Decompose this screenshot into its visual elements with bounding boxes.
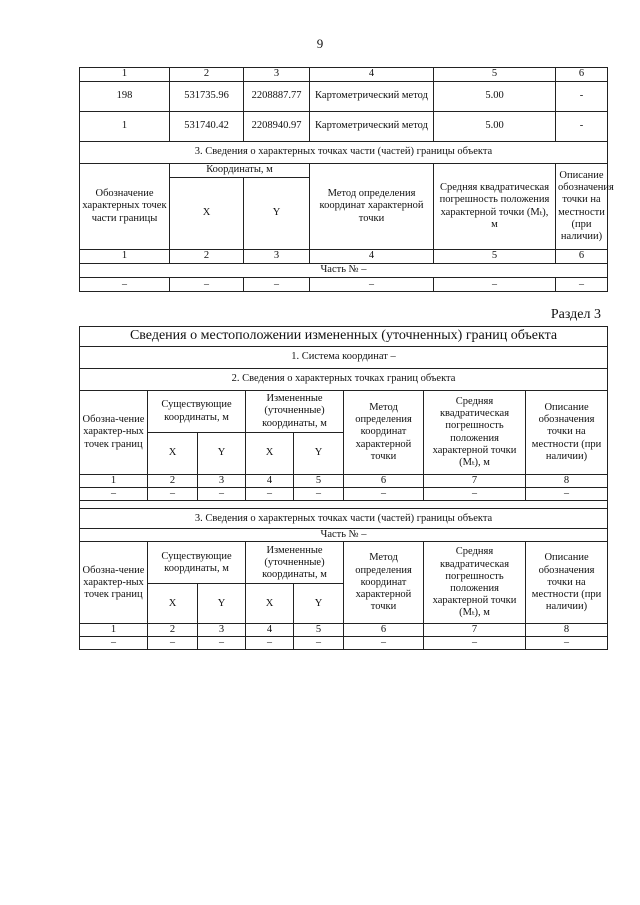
coord-system-row — [80, 347, 608, 369]
dash-cell: – — [526, 488, 608, 501]
header-row — [80, 164, 608, 178]
header-row — [80, 391, 608, 433]
coord-x: 531740.42 — [170, 112, 244, 142]
number-row — [80, 624, 608, 637]
col-designation: Обозначение характерных точек части границы — [80, 164, 170, 250]
section3-title: 3. Сведения о характерных точках части (частей) границы объекта — [80, 509, 608, 529]
method: Картометрический метод — [310, 82, 434, 112]
description: - — [556, 82, 608, 112]
col-existing: Существующие координаты, м — [148, 391, 246, 433]
col-x: X — [148, 584, 198, 624]
part-row — [80, 264, 608, 278]
dash-cell: – — [294, 488, 344, 501]
num-cell: 4 — [246, 624, 294, 637]
number-row — [80, 250, 608, 264]
empty-row — [80, 278, 608, 292]
col-coords: Координаты, м — [170, 164, 310, 178]
dash-cell: – — [148, 488, 198, 501]
error: 5.00 — [434, 82, 556, 112]
error: 5.00 — [434, 112, 556, 142]
section3-title: 3. Сведения о характерных точках части (частей) границы объекта — [80, 142, 608, 164]
col-designation: Обозна-чение характер-ных точек границ — [80, 542, 148, 624]
col-num-6: 6 — [556, 68, 608, 82]
part-label: Часть № – — [80, 529, 608, 542]
top-table — [79, 67, 614, 292]
dash-cell: – — [556, 278, 608, 292]
part-row — [80, 529, 608, 542]
header-row — [80, 542, 608, 584]
title-row — [80, 327, 608, 347]
dash-cell: – — [244, 278, 310, 292]
dash-cell: – — [198, 637, 246, 650]
dash-cell: – — [424, 488, 526, 501]
num-cell: 5 — [434, 250, 556, 264]
dash-cell: – — [148, 637, 198, 650]
dash-cell: – — [294, 637, 344, 650]
spacer — [80, 501, 608, 509]
col-num-5: 5 — [434, 68, 556, 82]
page-number: 9 — [316, 36, 324, 51]
col-num-2: 2 — [170, 68, 244, 82]
dash-cell: – — [198, 488, 246, 501]
dash-cell: – — [344, 488, 424, 501]
col-existing: Существующие координаты, м — [148, 542, 246, 584]
coord-y: 2208940.97 — [244, 112, 310, 142]
col-method: Метод определения координат характерной точки — [344, 391, 424, 475]
num-cell: 3 — [244, 250, 310, 264]
col-method: Метод определения координат характерной точки — [344, 542, 424, 624]
col-y: Y — [244, 178, 310, 250]
dash-cell: – — [80, 278, 170, 292]
part-label: Часть № – — [80, 264, 608, 278]
col-changed: Измененные (уточненные) координаты, м — [246, 391, 344, 433]
col-description: Описание обозначения точки на местности (при наличии) — [556, 164, 608, 250]
empty-row — [80, 637, 608, 650]
col-num-4: 4 — [310, 68, 434, 82]
col-description: Описание обозначения точки на местности (при наличии) — [526, 542, 608, 624]
coord-x: 531735.96 — [170, 82, 244, 112]
spacer-row — [80, 501, 608, 509]
num-cell: 2 — [148, 475, 198, 488]
col-changed: Измененные (уточненные) координаты, м — [246, 542, 344, 584]
num-cell: 1 — [80, 475, 148, 488]
dash-cell: – — [310, 278, 434, 292]
dash-cell: – — [424, 637, 526, 650]
num-cell: 3 — [198, 624, 246, 637]
section-title-row — [80, 509, 608, 529]
col-x: X — [170, 178, 244, 250]
dash-cell: – — [80, 488, 148, 501]
col-designation: Обозна-чение характер-ных точек границ — [80, 391, 148, 475]
dash-cell: – — [246, 637, 294, 650]
col-y: Y — [198, 433, 246, 475]
col-x: X — [246, 433, 294, 475]
num-cell: 6 — [344, 475, 424, 488]
col-y: Y — [294, 433, 344, 475]
bottom-title: Сведения о местоположении измененных (уточненных) границ объекта — [80, 327, 608, 347]
point-number: 1 — [80, 112, 170, 142]
col-num-1: 1 — [80, 68, 170, 82]
num-cell: 1 — [80, 624, 148, 637]
bottom-table — [79, 326, 608, 650]
num-cell: 8 — [526, 475, 608, 488]
table-row — [80, 82, 608, 112]
num-cell: 2 — [170, 250, 244, 264]
num-cell: 5 — [294, 475, 344, 488]
num-cell: 1 — [80, 250, 170, 264]
dash-cell: – — [344, 637, 424, 650]
number-row — [80, 475, 608, 488]
dash-cell: – — [526, 637, 608, 650]
num-cell: 4 — [246, 475, 294, 488]
col-y: Y — [198, 584, 246, 624]
col-x: X — [148, 433, 198, 475]
num-cell: 6 — [556, 250, 608, 264]
method: Картометрический метод — [310, 112, 434, 142]
dash-cell: – — [80, 637, 148, 650]
num-cell: 2 — [148, 624, 198, 637]
section2-title: 2. Сведения о характерных точках границ объекта — [80, 369, 608, 391]
dash-cell: – — [170, 278, 244, 292]
col-method: Метод определения координат характерной точки — [310, 164, 434, 250]
col-description: Описание обозначения точки на местности (при наличии) — [526, 391, 608, 475]
table-row — [80, 112, 608, 142]
num-cell: 8 — [526, 624, 608, 637]
dash-cell: – — [246, 488, 294, 501]
col-y: Y — [294, 584, 344, 624]
coord-y: 2208887.77 — [244, 82, 310, 112]
num-cell: 7 — [424, 475, 526, 488]
dash-cell: – — [434, 278, 556, 292]
col-error: Средняя квадратическая погрешность положения характерной точки (Mₜ), м — [424, 542, 526, 624]
num-cell: 6 — [344, 624, 424, 637]
point-number: 198 — [80, 82, 170, 112]
num-cell: 3 — [198, 475, 246, 488]
col-x: X — [246, 584, 294, 624]
section-title-row — [80, 369, 608, 391]
section-label: Раздел 3 — [550, 307, 601, 322]
num-cell: 7 — [424, 624, 526, 637]
col-error: Средняя квадратическая погрешность положения характерной точки (Mₜ), м — [434, 164, 556, 250]
num-cell: 5 — [294, 624, 344, 637]
col-num-3: 3 — [244, 68, 310, 82]
header-number-row — [80, 68, 608, 82]
coord-system: 1. Система координат – — [80, 347, 608, 369]
empty-row — [80, 488, 608, 501]
section-title-row — [80, 142, 608, 164]
description: - — [556, 112, 608, 142]
col-error: Средняя квадратическая погрешность положения характерной точки (Mₜ), м — [424, 391, 526, 475]
num-cell: 4 — [310, 250, 434, 264]
